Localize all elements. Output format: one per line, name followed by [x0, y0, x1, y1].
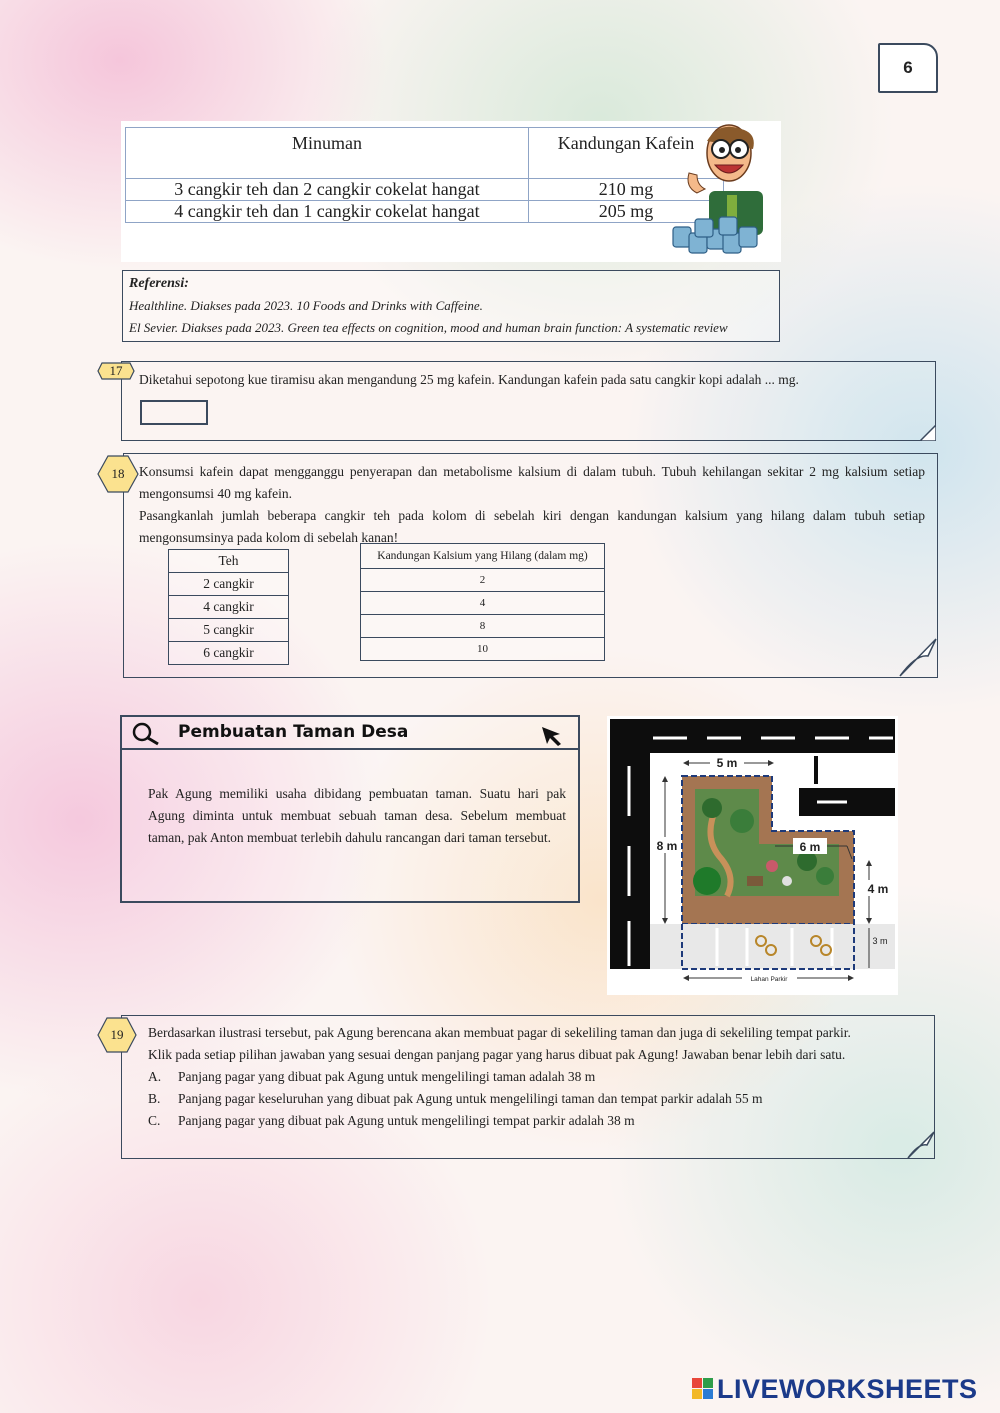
garden-card-header	[122, 717, 578, 750]
option-text: Panjang pagar yang dibuat pak Agung untuk mengelilingi taman adalah 38 m	[178, 1069, 596, 1084]
dimension-label-notch: 6 m	[799, 840, 821, 854]
references-box	[122, 270, 780, 342]
brand-name: LIVEWORKSHEETS	[717, 1373, 978, 1404]
garden-title: Pembuatan Taman Desa	[178, 722, 409, 742]
coffee-man-illustration	[667, 123, 781, 259]
option-text: Panjang pagar yang dibuat pak Agung untuk mengelilingi tempat parkir adalah 38 m	[178, 1113, 635, 1128]
caffeine-drink-cell: 4 cangkir teh dan 1 cangkir cokelat hangat	[126, 201, 529, 223]
option-letter: C.	[148, 1113, 161, 1128]
question-18-paragraph-2: Pasangkanlah jumlah beberapa cangkir teh pada kolom di sebelah kiri dengan kandungan kalsium yang hilang dalam tubuh setiap mengonsumsinya pada kolom di sebelah kanan!	[139, 508, 925, 545]
answer-input-17[interactable]	[140, 400, 208, 425]
calcium-column-header: Kandungan Kalsium yang Hilang (dalam mg)	[361, 544, 605, 569]
dimension-label-parking-height: 3 m	[872, 936, 888, 946]
garden-info-card	[120, 715, 580, 903]
search-icon	[130, 722, 162, 746]
caffeine-table-panel	[121, 121, 781, 262]
page-number: 6	[878, 43, 938, 93]
question-19-badge	[97, 1017, 137, 1053]
option-text: Panjang pagar keseluruhan yang dibuat pak Agung untuk mengelilingi taman dan tempat parkir adalah 55 m	[178, 1091, 763, 1106]
table-row	[126, 201, 724, 223]
match-left-item[interactable]: 2 cangkir	[169, 573, 289, 596]
answer-options	[148, 1066, 928, 1132]
question-18-text	[139, 461, 925, 549]
reference-item: El Sevier. Diakses pada 2023. Green tea effects on cognition, mood and human brain function: A systematic review	[129, 320, 728, 335]
match-left-item[interactable]: 4 cangkir	[169, 596, 289, 619]
question-18-badge	[97, 455, 139, 493]
caffeine-value-cell: 205 mg	[529, 201, 724, 223]
question-number: 18	[111, 466, 125, 481]
match-right-item[interactable]: 4	[361, 592, 605, 615]
answer-option-c[interactable]	[148, 1110, 928, 1132]
liveworksheets-logo	[692, 1374, 978, 1404]
question-number: 17	[109, 363, 123, 378]
caffeine-header-value: Kandungan Kafein	[529, 128, 724, 179]
caffeine-table	[125, 127, 724, 223]
caffeine-header-drink: Minuman	[126, 128, 529, 179]
question-18-paragraph-1: Konsumsi kafein dapat mengganggu penyerapan dan metabolisme kalsium di dalam tubuh. Tubuh kehilangan sekitar 2 mg kalsium setiap mengonsumsi 40 mg kafein.	[139, 464, 925, 501]
dimension-label-top: 5 m	[716, 756, 738, 770]
caffeine-value-cell: 210 mg	[529, 179, 724, 201]
match-left-item[interactable]: 5 cangkir	[169, 619, 289, 642]
page-curl-icon	[907, 1131, 935, 1159]
garden-diagram	[607, 716, 898, 995]
garden-description: Pak Agung memiliki usaha dibidang pembuatan taman. Suatu hari pak Agung diminta untuk membuat sebuah taman desa. Sebelum membuat taman, pak Anton membuat terlebih dahulu rancangan dari taman tersebut.	[148, 786, 566, 845]
answer-option-b[interactable]	[148, 1088, 928, 1110]
page-curl-icon	[920, 425, 936, 441]
garden-map-svg	[607, 716, 898, 995]
question-19-line-1: Berdasarkan ilustrasi tersebut, pak Agung berencana akan membuat pagar di sekeliling taman dan juga di sekeliling tempat parkir.	[148, 1025, 851, 1040]
dimension-label-left: 8 m	[656, 839, 678, 853]
dimension-label-right: 4 m	[867, 882, 889, 896]
cursor-icon	[540, 725, 564, 747]
tea-cups-column	[168, 549, 289, 665]
table-row	[126, 179, 724, 201]
question-19-line-2: Klik pada setiap pilihan jawaban yang sesuai dengan panjang pagar yang harus dibuat pak Agung! Jawaban benar lebih dari satu.	[148, 1047, 846, 1062]
parking-label: Lahan Parkir	[750, 976, 788, 983]
references-title: Referensi:	[129, 276, 189, 291]
match-right-item[interactable]: 10	[361, 638, 605, 661]
question-number: 19	[110, 1027, 124, 1042]
option-letter: B.	[148, 1091, 161, 1106]
reference-item: Healthline. Diakses pada 2023. 10 Foods and Drinks with Caffeine.	[129, 298, 483, 313]
match-right-item[interactable]: 8	[361, 615, 605, 638]
tea-column-header: Teh	[169, 550, 289, 573]
liveworksheets-logo-icon	[692, 1378, 714, 1400]
answer-option-a[interactable]	[148, 1066, 928, 1088]
caffeine-drink-cell: 3 cangkir teh dan 2 cangkir cokelat hangat	[126, 179, 529, 201]
page-curl-icon	[898, 638, 938, 678]
question-19-text	[148, 1022, 928, 1132]
question-17-badge	[97, 362, 135, 380]
match-left-item[interactable]: 6 cangkir	[169, 642, 289, 665]
question-17-text: Diketahui sepotong kue tiramisu akan mengandung 25 mg kafein. Kandungan kafein pada satu cangkir kopi adalah ... mg.	[139, 372, 799, 387]
calcium-column	[360, 543, 605, 661]
option-letter: A.	[148, 1069, 162, 1084]
match-right-item[interactable]: 2	[361, 569, 605, 592]
